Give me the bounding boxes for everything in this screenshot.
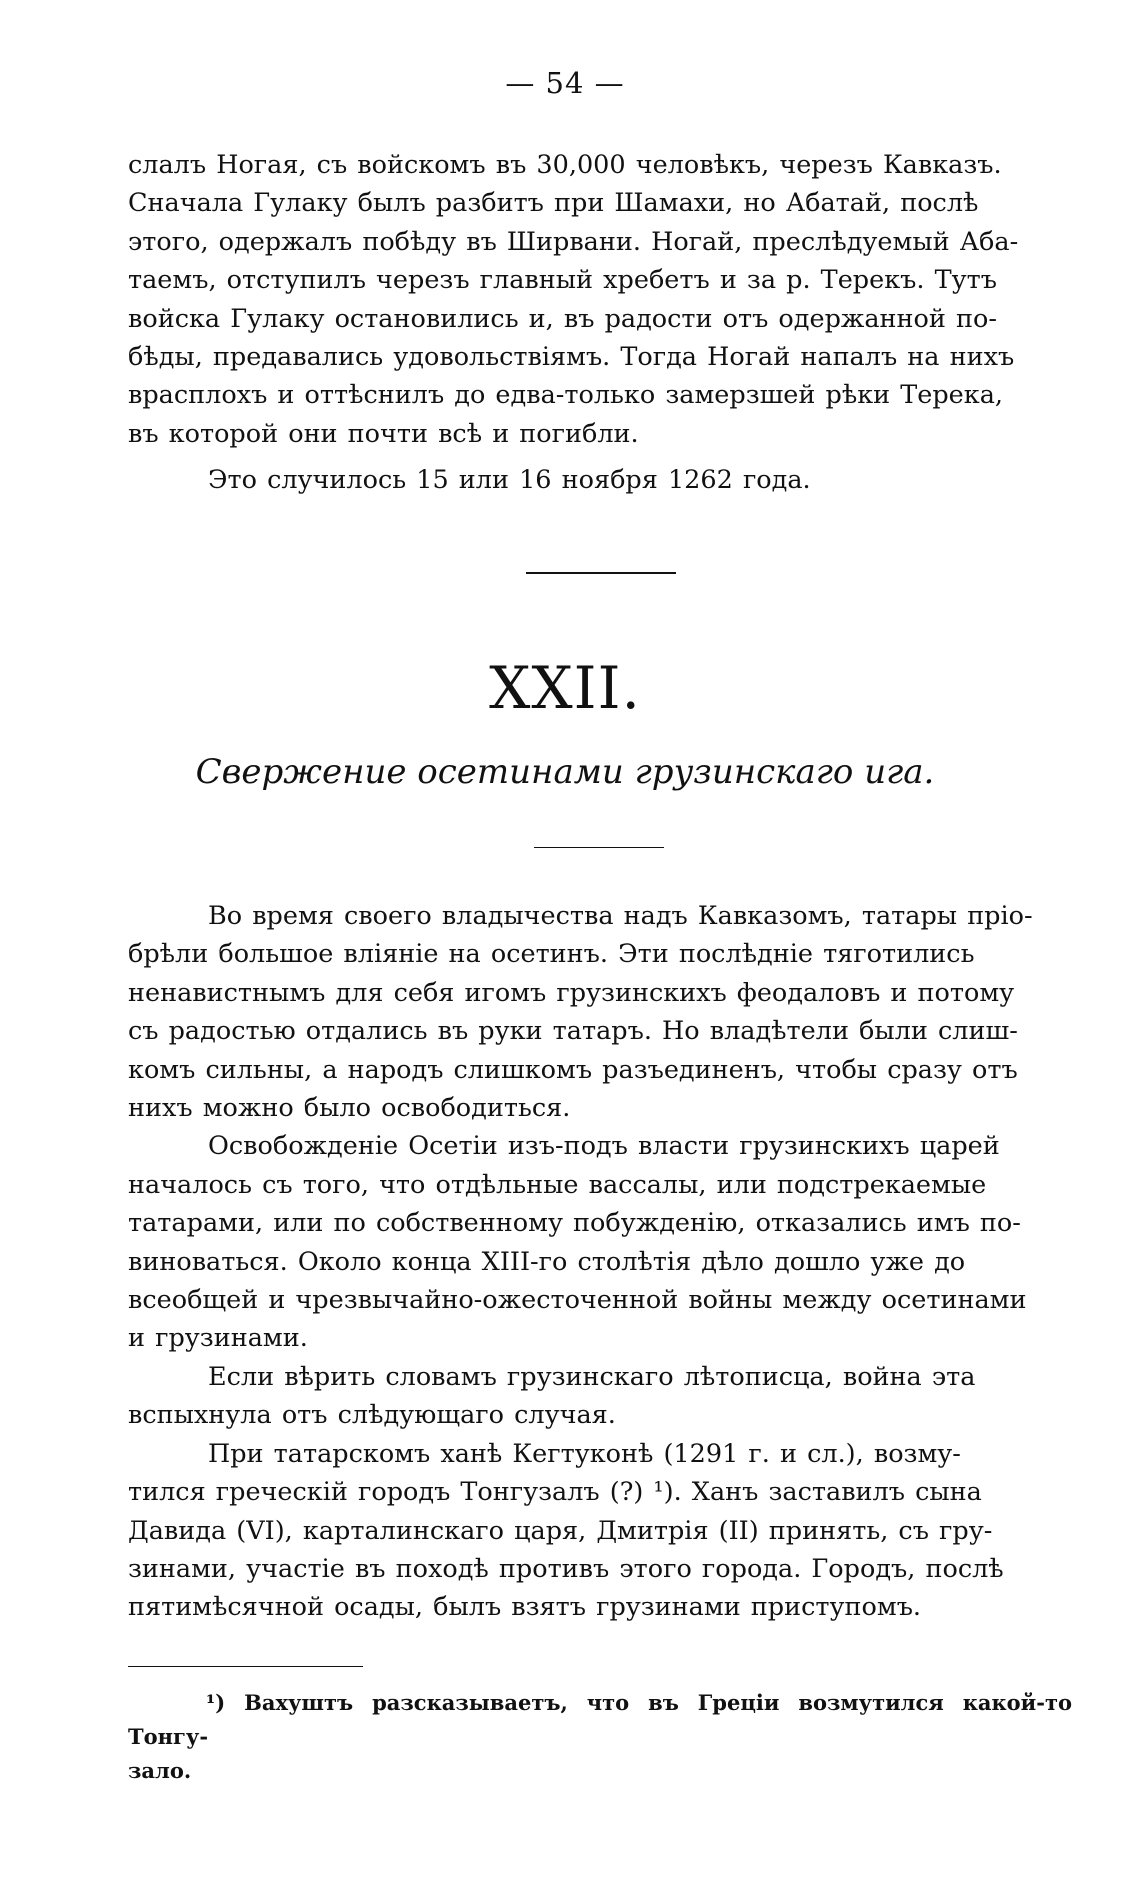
text-line: Сначала Гулаку былъ разбитъ при Шамахи, но Абатай, послѣ (128, 188, 979, 219)
text-line: Освобожденiе Осетiи изъ-подъ власти грузинскихъ царей (208, 1131, 1000, 1162)
text-line: съ радостью отдались въ руки татаръ. Но владѣтели были слиш- (128, 1016, 1018, 1047)
chapter-title: Свержение осетинами грузинскаго ига. (195, 752, 935, 792)
text-line: слалъ Ногая, съ войскомъ въ 30,000 человѣкъ, черезъ Кавказъ. (128, 150, 1002, 180)
text-line: нихъ можно было освободиться. (128, 1093, 571, 1124)
text-line: Давида (VI), карталинскаго царя, Дмитрiя (II) принять, съ гру- (128, 1515, 993, 1546)
body-text (128, 897, 1072, 1627)
text-line: комъ сильны, а народъ слишкомъ разъединенъ, чтобы сразу отъ (128, 1054, 1018, 1085)
text-line: таемъ, отступилъ черезъ главный хребетъ и за р. Терекъ. Тутъ (128, 265, 997, 296)
section-divider (526, 572, 676, 574)
footnote-line: ¹) Вахуштъ разсказываетъ, что въ Грецiи возмутился какой-то Тонгу- (128, 1690, 1072, 1749)
text-line: ненавистнымъ для себя игомъ грузинскихъ феодаловъ и потому (128, 977, 1015, 1008)
top-paragraph (128, 146, 1072, 500)
footnote-rule (128, 1666, 363, 1667)
text-line: При татарскомъ ханѣ Кегтуконѣ (1291 г. и сл.), возму- (208, 1438, 961, 1469)
text-line: татарами, или по собственному побужденiю, отказались имъ по- (128, 1208, 1021, 1239)
text-line: брѣли большое влiянiе на осетинъ. Эти послѣднiе тяготились (128, 939, 975, 970)
title-divider (534, 847, 664, 848)
text-line: въ которой они почти всѣ и погибли. (128, 418, 639, 449)
text-line: пятимѣсячной осады, былъ взятъ грузинами приступомъ. (128, 1592, 922, 1623)
paragraph (128, 1435, 1072, 1627)
closing-line: Это случилось 15 или 16 ноября 1262 года. (208, 465, 811, 496)
text-line: Во время своего владычества надъ Кавказомъ, татары прiо- (208, 901, 1033, 931)
text-line: и грузинами. (128, 1323, 308, 1354)
text-line: вспыхнула отъ слѣдующаго случая. (128, 1400, 616, 1431)
paragraph (128, 1358, 1072, 1435)
paragraph (128, 897, 1072, 1127)
footnote-line: зало. (128, 1758, 192, 1783)
text-line: войска Гулаку остановились и, въ радости отъ одержанной по- (128, 303, 997, 334)
footnote (128, 1686, 1072, 1788)
text-line: врасплохъ и оттѣснилъ до едва-только замерзшей рѣки Терека, (128, 380, 1003, 411)
text-line: этого, одержалъ побѣду въ Ширвани. Ногай, преслѣдуемый Аба- (128, 226, 1019, 257)
text-line: бѣды, предавались удовольствіямъ. Тогда Ногай напалъ на нихъ (128, 342, 1015, 373)
text-line: тился греческiй городъ Тонгузалъ (?) ¹). Ханъ заставилъ сына (128, 1477, 982, 1508)
paragraph (128, 1127, 1072, 1357)
text-line: виноваться. Около конца XIII-го столѣтiя дѣло дошло уже до (128, 1246, 966, 1277)
text-line: всеобщей и чрезвычайно-ожесточенной войны между осетинами (128, 1285, 1027, 1316)
text-line: началось съ того, что отдѣльные вассалы, или подстрекаемые (128, 1169, 987, 1200)
text-line: зинами, участiе въ походѣ противъ этого города. Городъ, послѣ (128, 1553, 1004, 1584)
chapter-number: XXII. (489, 654, 641, 722)
text-line: Если вѣрить словамъ грузинскаго лѣтописца, война эта (208, 1361, 976, 1392)
page-number: — 54 — (505, 66, 625, 100)
